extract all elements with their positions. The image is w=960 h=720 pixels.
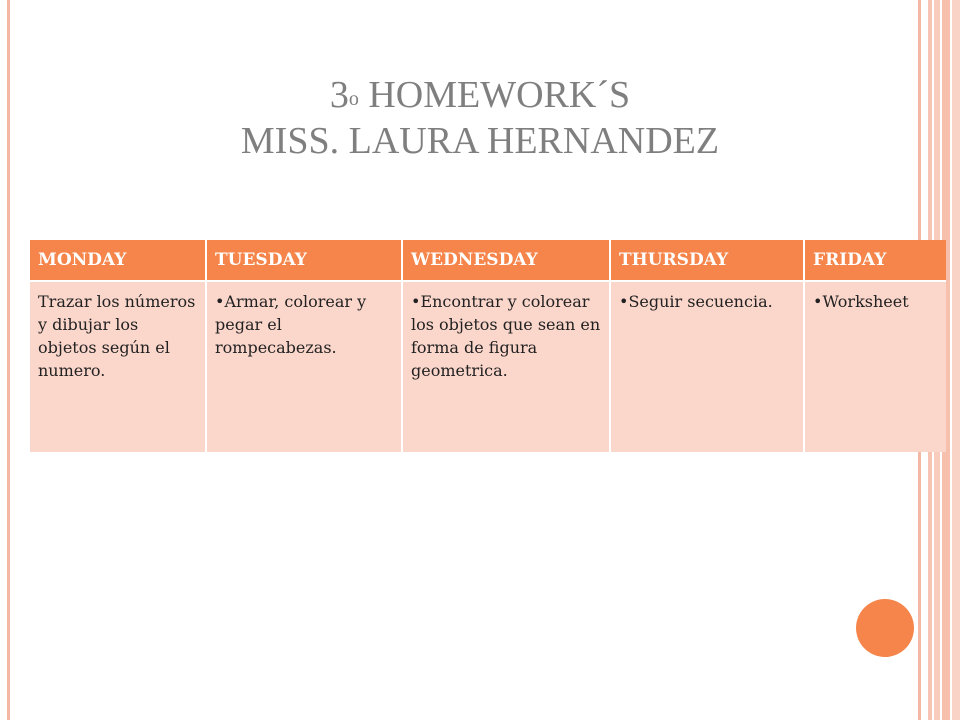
cell-wednesday bbox=[402, 281, 610, 452]
decorative-circle bbox=[856, 599, 914, 657]
cell-monday-text: Trazar los números y dibujar los objetos según el numero. bbox=[38, 292, 196, 380]
title-number: 3 bbox=[329, 74, 349, 116]
header-friday: FRIDAY bbox=[804, 240, 946, 281]
header-tuesday: TUESDAY bbox=[206, 240, 402, 281]
cell-tuesday-text: • Armar, colorear y pegar el rompecabezas. bbox=[215, 292, 366, 357]
title-text: HOMEWORK´S bbox=[358, 74, 631, 116]
header-thursday: THURSDAY bbox=[610, 240, 804, 281]
header-row bbox=[30, 240, 946, 281]
cell-wednesday-text: • Encontrar y colorear los objetos que sean en forma de figura geometrica. bbox=[411, 292, 600, 380]
cell-thursday-text: • Seguir secuencia. bbox=[619, 292, 773, 311]
title-line-2: MISS. LAURA HERNANDEZ bbox=[240, 120, 720, 162]
cell-monday bbox=[30, 281, 206, 452]
title-line-1 bbox=[0, 72, 960, 118]
title-superscript: o bbox=[348, 88, 359, 110]
slide-title bbox=[0, 72, 960, 164]
header-monday: MONDAY bbox=[30, 240, 206, 281]
cell-friday bbox=[804, 281, 946, 452]
cell-friday-text: • Worksheet bbox=[813, 292, 909, 311]
table-row bbox=[30, 281, 946, 452]
cell-thursday bbox=[610, 281, 804, 452]
homework-table bbox=[30, 240, 946, 452]
header-wednesday: WEDNESDAY bbox=[402, 240, 610, 281]
cell-tuesday bbox=[206, 281, 402, 452]
